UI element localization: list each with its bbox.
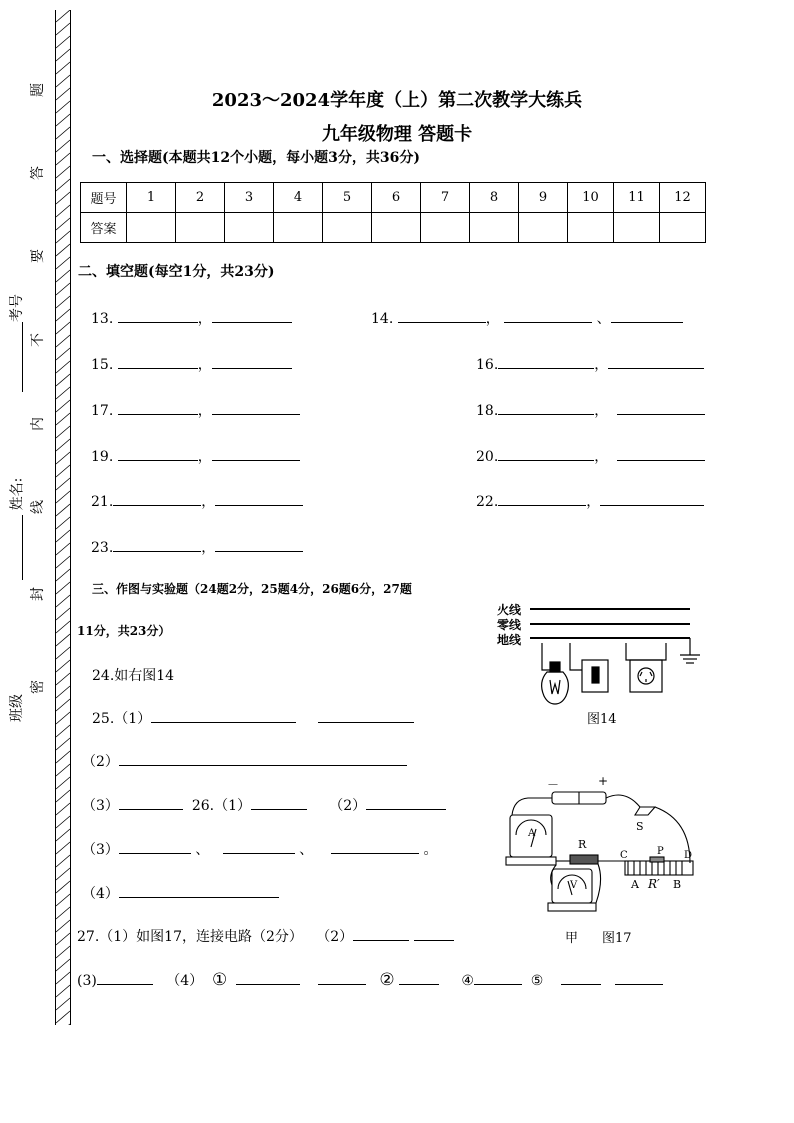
answer-blank[interactable] — [223, 839, 295, 854]
table-row — [81, 213, 706, 243]
seal-char: 题 — [30, 83, 46, 97]
ground-wire-label: 地线 — [497, 633, 522, 647]
hatch-stroke — [56, 387, 70, 399]
hatch-stroke — [56, 543, 70, 555]
hatch-stroke — [56, 309, 70, 321]
resistor-label: R — [578, 838, 587, 851]
answer-blank[interactable] — [474, 970, 522, 985]
hatch-stroke — [56, 582, 70, 594]
answer-blank[interactable] — [617, 400, 705, 415]
hatch-stroke — [56, 686, 70, 698]
question-27-1: 27.（1）如图17，连接电路（2分） （2） — [77, 926, 454, 946]
seal-char: 答 — [30, 166, 46, 180]
answer-blank[interactable] — [212, 446, 300, 461]
terminal-a: A — [631, 878, 639, 891]
hatch-stroke — [56, 569, 70, 581]
hatch-stroke — [56, 179, 70, 191]
answer-blank[interactable] — [212, 354, 292, 369]
hatch-stroke — [56, 374, 70, 386]
hatch-stroke — [56, 556, 70, 568]
question-number: 8 — [470, 183, 519, 213]
answer-blank[interactable] — [119, 751, 407, 766]
hatch-stroke — [56, 530, 70, 542]
answer-cell[interactable] — [176, 213, 225, 243]
answer-cell[interactable] — [372, 213, 421, 243]
terminal-b: B — [673, 878, 682, 891]
hatch-stroke — [56, 348, 70, 360]
hatch-stroke — [56, 270, 70, 282]
socket-box — [630, 660, 662, 692]
hatch-stroke — [56, 257, 70, 269]
hatch-stroke — [56, 621, 70, 633]
hatch-stroke — [56, 881, 70, 893]
question-17: 17. ， — [91, 400, 300, 420]
rheostat-label: R′ — [648, 877, 660, 891]
question-number: 10 — [568, 183, 614, 213]
answer-blank[interactable] — [561, 970, 601, 985]
hatch-stroke — [56, 920, 70, 932]
answer-cell[interactable] — [274, 213, 323, 243]
seal-char: 要 — [30, 249, 46, 263]
row-label: 答案 — [81, 213, 127, 243]
hatch-stroke — [56, 361, 70, 373]
hatch-stroke — [56, 673, 70, 685]
hatch-stroke — [56, 413, 70, 425]
question-27-3: (3) （4） ① ② ④ ⑤ — [77, 970, 663, 990]
exam-number-label: 考号 — [9, 294, 25, 322]
hatch-stroke — [56, 10, 70, 22]
question-22: 22. ， — [476, 491, 704, 511]
margin-hatching — [55, 10, 71, 1025]
circuit-diagram — [500, 775, 710, 920]
question-number: 3 — [225, 183, 274, 213]
hatch-stroke — [56, 400, 70, 412]
answer-blank[interactable] — [113, 537, 201, 552]
hatch-stroke — [56, 907, 70, 919]
question-number: 6 — [372, 183, 421, 213]
battery-plus: + — [598, 774, 609, 788]
hatch-stroke — [56, 933, 70, 945]
exam-number-line — [22, 322, 23, 392]
answer-blank[interactable] — [118, 308, 198, 323]
seal-char: 封 — [30, 587, 46, 601]
section2-title: 二、填空题(每空1分，共23分) — [78, 264, 275, 280]
hatch-stroke — [56, 855, 70, 867]
name-label: 姓名: — [9, 477, 26, 511]
battery-minus: － — [547, 778, 560, 792]
hatch-stroke — [56, 1024, 70, 1025]
answer-cell[interactable] — [614, 213, 660, 243]
hatch-stroke — [56, 153, 70, 165]
switch-icon — [592, 667, 599, 683]
hatch-stroke — [56, 816, 70, 828]
answer-blank[interactable] — [504, 308, 592, 323]
hatch-stroke — [56, 725, 70, 737]
answer-cell[interactable] — [568, 213, 614, 243]
wiring-diagram — [530, 600, 705, 715]
answer-blank[interactable] — [318, 708, 414, 723]
hatch-stroke — [56, 959, 70, 971]
section3-title-line1: 三、作图与实验题（24题2分，25题4分，26题6分，27题 — [92, 582, 412, 596]
hatch-stroke — [56, 595, 70, 607]
hatch-stroke — [56, 712, 70, 724]
answer-blank[interactable] — [119, 883, 279, 898]
hatch-stroke — [56, 465, 70, 477]
neutral-wire-label: 零线 — [497, 618, 522, 632]
hatch-stroke — [56, 790, 70, 802]
rheostat-icon — [625, 861, 693, 875]
question-25-1: 25.（1） — [92, 708, 414, 728]
question-23: 23. ， — [91, 537, 303, 557]
question-number: 1 — [127, 183, 176, 213]
switch-label: S — [636, 820, 644, 833]
switch-icon — [635, 807, 655, 815]
question-number: 12 — [660, 183, 706, 213]
answer-blank[interactable] — [212, 400, 300, 415]
question-number: 9 — [519, 183, 568, 213]
seal-char: 线 — [30, 500, 46, 514]
answer-blank[interactable] — [498, 400, 594, 415]
question-15: 15. ， — [91, 354, 292, 374]
question-number: 5 — [323, 183, 372, 213]
terminal-d: D — [684, 850, 693, 861]
question-26-3: （3） 、 、 。 — [82, 839, 437, 859]
answer-blank[interactable] — [608, 354, 704, 369]
seal-char: 不 — [30, 333, 46, 347]
hatch-stroke — [56, 803, 70, 815]
answer-blank[interactable] — [331, 839, 419, 854]
hatch-stroke — [56, 244, 70, 256]
answer-blank[interactable] — [498, 446, 594, 461]
answer-blank[interactable] — [151, 708, 296, 723]
question-19: 19. ， — [91, 446, 300, 466]
hatch-stroke — [56, 777, 70, 789]
hatch-stroke — [56, 946, 70, 958]
answer-table — [80, 182, 706, 243]
answer-blank[interactable] — [611, 308, 683, 323]
hatch-stroke — [56, 517, 70, 529]
answer-cell[interactable] — [323, 213, 372, 243]
hatch-stroke — [56, 478, 70, 490]
question-number: 7 — [421, 183, 470, 213]
answer-blank[interactable] — [498, 491, 586, 506]
answer-cell[interactable] — [225, 213, 274, 243]
answer-cell[interactable] — [421, 213, 470, 243]
answer-blank[interactable] — [600, 491, 704, 506]
answer-blank[interactable] — [215, 491, 303, 506]
hatch-stroke — [56, 192, 70, 204]
answer-cell[interactable] — [660, 213, 706, 243]
hatch-stroke — [56, 972, 70, 984]
question-21: 21. ， — [91, 491, 303, 511]
answer-blank[interactable] — [118, 400, 198, 415]
hatch-stroke — [56, 829, 70, 841]
slider-p: P — [657, 846, 664, 857]
hatch-stroke — [56, 218, 70, 230]
answer-blank[interactable] — [118, 446, 198, 461]
live-wire-label: 火线 — [497, 603, 522, 617]
resistor-icon — [570, 855, 598, 864]
answer-blank[interactable] — [118, 354, 198, 369]
hatch-stroke — [56, 322, 70, 334]
answer-blank[interactable] — [617, 446, 705, 461]
answer-blank[interactable] — [318, 970, 366, 985]
hatch-stroke — [56, 842, 70, 854]
hatch-stroke — [56, 647, 70, 659]
answer-blank[interactable] — [251, 795, 307, 810]
hatch-stroke — [56, 49, 70, 61]
question-number: 4 — [274, 183, 323, 213]
answer-blank[interactable] — [97, 970, 153, 985]
hatch-stroke — [56, 231, 70, 243]
answer-blank[interactable] — [119, 839, 191, 854]
figure-17-caption: 图17 — [602, 931, 632, 946]
hatch-stroke — [56, 699, 70, 711]
voltmeter-label: V — [570, 880, 578, 891]
name-line — [22, 515, 23, 580]
hatch-stroke — [56, 764, 70, 776]
hatch-stroke — [56, 660, 70, 672]
hatch-stroke — [56, 205, 70, 217]
table-row — [81, 183, 706, 213]
answer-blank[interactable] — [414, 926, 454, 941]
section3-title-line2: 11分，共23分） — [77, 624, 171, 638]
hatch-stroke — [56, 504, 70, 516]
hatch-stroke — [56, 452, 70, 464]
seal-char: 密 — [30, 680, 46, 694]
terminal-c: C — [620, 850, 628, 861]
answer-blank[interactable] — [399, 970, 439, 985]
question-13: 13. ， — [91, 308, 292, 328]
hatch-stroke — [56, 23, 70, 35]
figure-17-jia: 甲 — [565, 931, 579, 946]
hatch-stroke — [56, 62, 70, 74]
hatch-stroke — [56, 751, 70, 763]
answer-blank[interactable] — [615, 970, 663, 985]
answer-blank[interactable] — [353, 926, 409, 941]
ammeter-label: A — [528, 828, 536, 839]
question-number: 2 — [176, 183, 225, 213]
answer-blank[interactable] — [366, 795, 446, 810]
hatch-stroke — [56, 985, 70, 997]
answer-blank[interactable] — [498, 354, 594, 369]
hatch-stroke — [56, 283, 70, 295]
answer-cell[interactable] — [519, 213, 568, 243]
answer-cell[interactable] — [470, 213, 519, 243]
hatch-stroke — [56, 868, 70, 880]
hatch-stroke — [56, 335, 70, 347]
hatch-stroke — [56, 166, 70, 178]
question-20: 20. ， — [476, 446, 705, 466]
answer-blank[interactable] — [398, 308, 486, 323]
answer-blank[interactable] — [236, 970, 300, 985]
question-24: 24.如右图14 — [92, 668, 175, 684]
hatch-stroke — [56, 426, 70, 438]
class-label: 班级 — [9, 694, 25, 722]
section1-title: 一、选择题(本题共12个小题，每小题3分，共36分) — [92, 150, 420, 166]
hatch-stroke — [56, 1011, 70, 1023]
figure-14-caption: 图14 — [587, 712, 617, 727]
lamp-socket — [550, 662, 560, 672]
page-subtitle: 九年级物理 答题卡 — [321, 124, 473, 145]
bulb-icon — [542, 672, 569, 704]
question-25-2: （2） — [82, 751, 407, 771]
question-16: 16. ， — [476, 354, 704, 374]
page-title: 2023～2024学年度（上）第二次教学大练兵 — [211, 90, 583, 111]
answer-blank[interactable] — [113, 491, 201, 506]
question-25-3-26-1: （3） 26.（1） （2） — [82, 795, 446, 815]
hatch-stroke — [56, 608, 70, 620]
question-18: 18. ， — [476, 400, 705, 420]
question-14: 14. ， 、 — [371, 308, 683, 328]
question-number: 11 — [614, 183, 660, 213]
answer-blank[interactable] — [215, 537, 303, 552]
hatch-stroke — [56, 738, 70, 750]
hatch-stroke — [56, 634, 70, 646]
seal-char: 内 — [30, 417, 46, 431]
row-label: 题号 — [81, 183, 127, 213]
hatch-stroke — [56, 439, 70, 451]
question-26-4: （4） — [82, 883, 279, 903]
hatch-stroke — [56, 36, 70, 48]
hatch-stroke — [56, 491, 70, 503]
answer-cell[interactable] — [127, 213, 176, 243]
answer-blank[interactable] — [119, 795, 183, 810]
hatch-stroke — [56, 296, 70, 308]
answer-blank[interactable] — [212, 308, 292, 323]
hatch-stroke — [56, 998, 70, 1010]
hatch-stroke — [56, 894, 70, 906]
